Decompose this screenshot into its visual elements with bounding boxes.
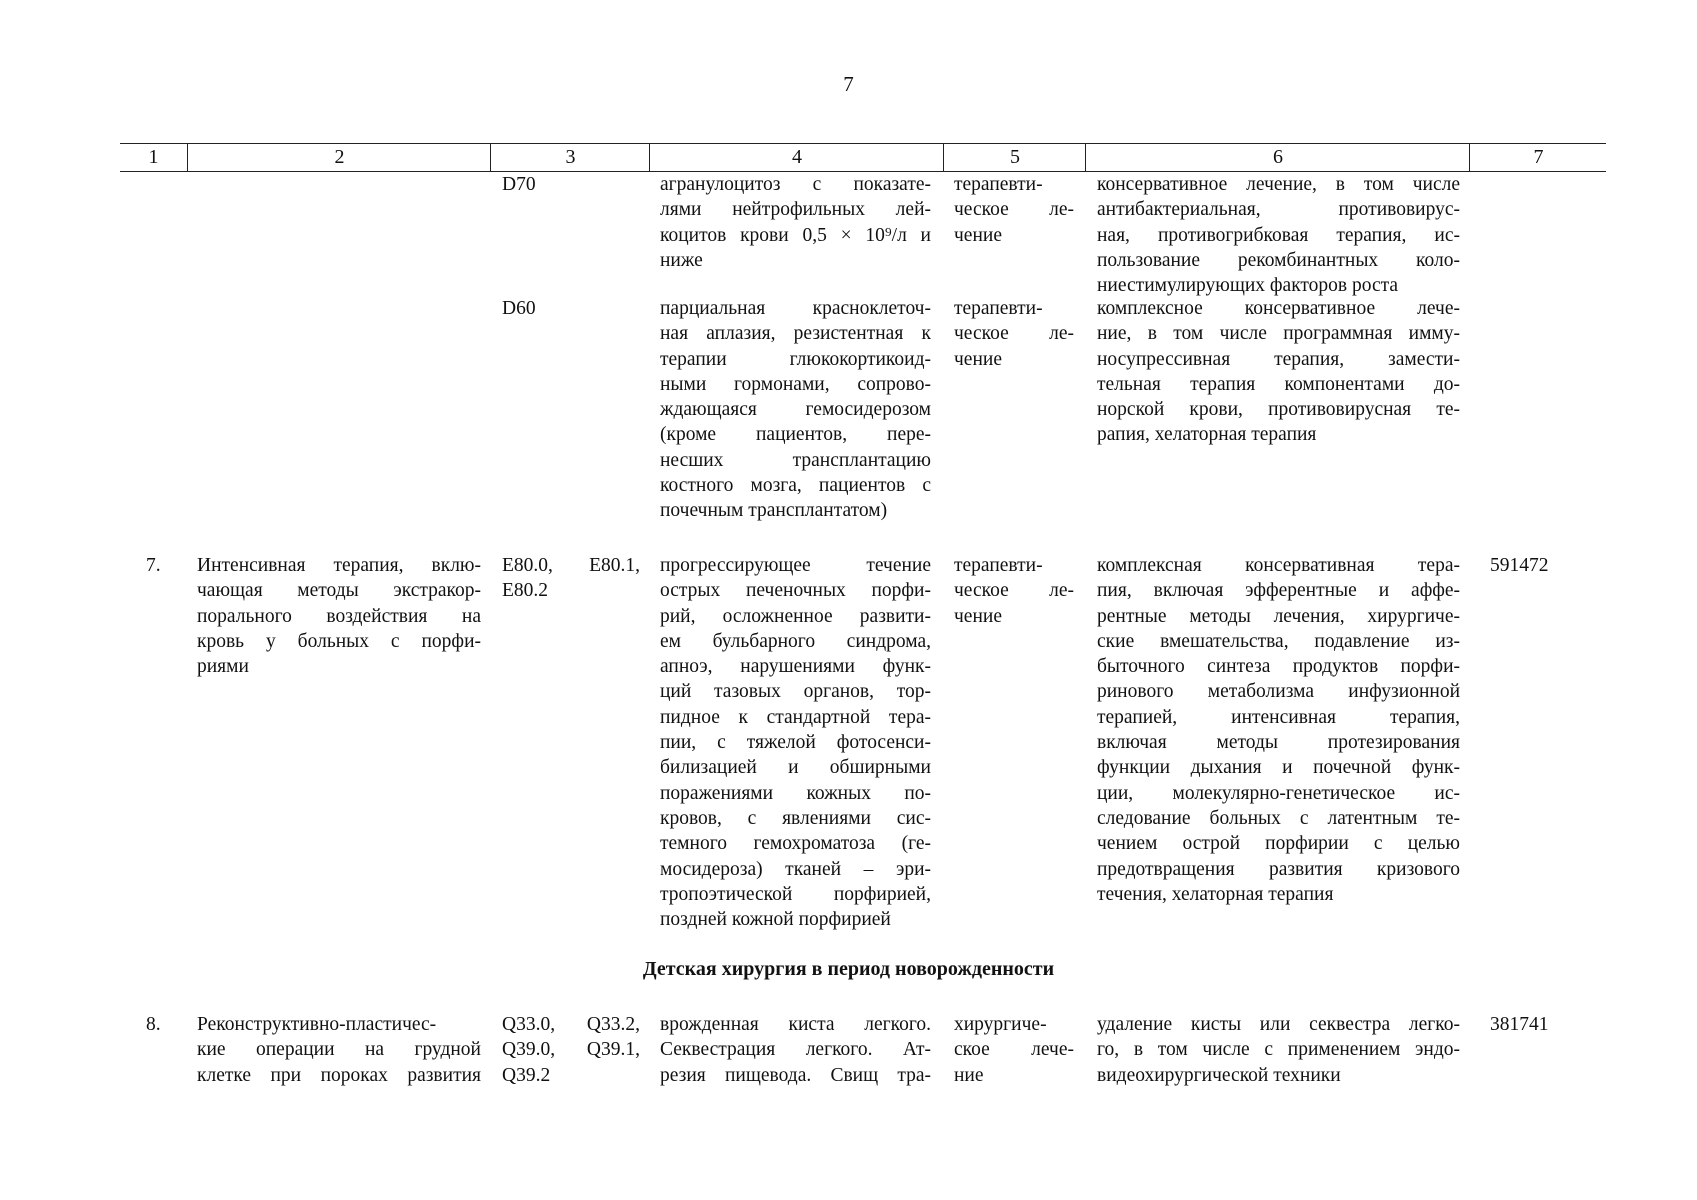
model-line: почечным трансплантатом) [660, 500, 888, 522]
method-line: ние, в том числе программная имму- [1097, 323, 1460, 345]
type-line: ние [954, 1064, 984, 1086]
name-line: кие операции на грудной [197, 1039, 481, 1061]
row-d70-type [954, 172, 1074, 248]
code-line: Q39.0, Q39.1, [502, 1039, 640, 1061]
type-line: терапевти- [954, 555, 1043, 576]
method-line: течения, хелаторная терапия [1097, 883, 1334, 905]
method-line: рентные методы лечения, хирургиче- [1097, 605, 1460, 627]
header-col-7: 7 [1469, 144, 1607, 171]
row-d70-method [1097, 172, 1460, 298]
header-col-5: 5 [943, 144, 1086, 171]
method-line: норской крови, противовирусная те- [1097, 399, 1460, 421]
method-line: включая методы протезирования [1097, 732, 1460, 754]
type-line: терапевти- [954, 174, 1043, 195]
row-8-cost [1490, 1012, 1580, 1037]
model-line: поздней кожной порфирией [660, 909, 891, 931]
model-line: ждающаяся гемосидерозом [660, 399, 931, 421]
name-line: порального воздействия на [197, 605, 481, 627]
row-8-model [660, 1012, 931, 1088]
row-7-name [197, 553, 481, 679]
row-7-model [660, 553, 931, 932]
model-line: терапии глюкокортикоид- [660, 348, 931, 370]
method-line: пользование рекомбинантных коло- [1097, 249, 1460, 271]
code-line: D70 [502, 174, 536, 195]
method-line: предотвращения развития кризового [1097, 858, 1460, 880]
model-line: врожденная киста легкого. [660, 1014, 931, 1035]
method-line: быточного синтеза продуктов порфи- [1097, 656, 1460, 678]
type-line: ческое ле- [954, 199, 1074, 221]
model-line: билизацией и обширными [660, 757, 931, 779]
row-7-method [1097, 553, 1460, 907]
cost-value: 591472 [1490, 555, 1549, 576]
model-line: тропоэтической порфирией, [660, 883, 931, 905]
name-line: риями [197, 656, 249, 678]
row-number: 8. [146, 1014, 161, 1035]
type-line: хирургиче- [954, 1014, 1047, 1035]
model-line: несших трансплантацию [660, 449, 931, 471]
method-line: чением острой порфирии с целью [1097, 833, 1460, 855]
section-title: Детская хирургия в период новорожденности [642, 958, 1055, 980]
name-line: клетке при пороках развития [197, 1064, 481, 1086]
name-line: Интенсивная терапия, вклю- [197, 555, 481, 576]
method-line: функции дыхания и почечной функ- [1097, 757, 1460, 779]
row-8-name [197, 1012, 481, 1088]
type-line: чение [954, 224, 1002, 246]
model-line: (кроме пациентов, пере- [660, 424, 931, 446]
model-line: ниже [660, 249, 703, 271]
row-d60-type [954, 296, 1074, 372]
method-line: консервативное лечение, в том числе [1097, 174, 1460, 195]
model-line: ными гормонами, сопрово- [660, 373, 931, 395]
row-7-type [954, 553, 1074, 629]
row-number: 7. [146, 555, 161, 576]
model-line: коцитов крови 0,5 × 10⁹/л и [660, 224, 931, 246]
row-8-number [146, 1012, 176, 1037]
header-col-3: 3 [490, 144, 650, 171]
method-line: ринового метаболизма инфузионной [1097, 681, 1460, 703]
code-line: Q33.0, Q33.2, [502, 1014, 640, 1035]
code-line: E80.2 [502, 580, 549, 602]
cost-value: 381741 [1490, 1014, 1549, 1035]
row-8-codes [502, 1012, 640, 1088]
header-col-1: 1 [148, 146, 159, 168]
method-line: рапия, хелаторная терапия [1097, 424, 1317, 446]
model-line: ций тазовых органов, тор- [660, 681, 931, 703]
model-line: рий, осложненное развити- [660, 605, 931, 627]
row-7-cost [1490, 553, 1580, 578]
type-line: ское лече- [954, 1039, 1074, 1061]
row-8-method [1097, 1012, 1460, 1088]
model-line: прогрессирующее течение [660, 555, 931, 576]
model-line: лями нейтрофильных лей- [660, 199, 931, 221]
method-line: ские вмешательства, подавление из- [1097, 630, 1460, 652]
row-8-type [954, 1012, 1074, 1088]
model-line: парциальная красноклеточ- [660, 298, 931, 319]
header-col-2: 2 [187, 144, 491, 171]
model-line: острых печеночных порфи- [660, 580, 931, 602]
row-d60-codes [502, 296, 642, 321]
page-number: 7 [843, 72, 854, 96]
method-line: пия, включая эфферентные и аффе- [1097, 580, 1460, 602]
code-line: D60 [502, 298, 536, 319]
type-line: чение [954, 348, 1002, 370]
row-7-codes [502, 553, 640, 604]
method-line: видеохирургической техники [1097, 1064, 1341, 1086]
method-line: комплексное консервативное лече- [1097, 298, 1460, 319]
code-line: Q39.2 [502, 1064, 551, 1086]
name-line: Реконструктивно-пластичес- [197, 1014, 437, 1035]
type-line: чение [954, 605, 1002, 627]
method-line: следование больных с латентным те- [1097, 807, 1460, 829]
type-line: ческое ле- [954, 323, 1074, 345]
name-line: чающая методы экстракор- [197, 580, 481, 602]
method-line: ная, противогрибковая терапия, ис- [1097, 224, 1460, 246]
model-line: агранулоцитоз с показате- [660, 174, 931, 195]
header-col-6: 6 [1085, 144, 1470, 171]
method-line: носупрессивная терапия, замести- [1097, 348, 1460, 370]
row-d70-codes [502, 172, 642, 197]
model-line: ем бульбарного синдрома, [660, 630, 931, 652]
model-line: темного гемохроматоза (ге- [660, 833, 931, 855]
model-line: поражениями кожных по- [660, 782, 931, 804]
model-line: апноэ, нарушениями функ- [660, 656, 931, 678]
row-d60-model [660, 296, 931, 524]
header-col-4: 4 [649, 144, 944, 171]
model-line: костного мозга, пациентов с [660, 475, 931, 497]
model-line: пии, с тяжелой фотосенси- [660, 732, 931, 754]
table-header [120, 143, 1606, 172]
method-line: тельная терапия компонентами до- [1097, 373, 1460, 395]
model-line: мосидероза) тканей – эри- [660, 858, 931, 880]
model-line: ная аплазия, резистентная к [660, 323, 931, 345]
row-7-number [146, 553, 176, 578]
method-line: го, в том числе с применением эндо- [1097, 1039, 1460, 1061]
type-line: терапевти- [954, 298, 1043, 319]
method-line: антибактериальная, противовирус- [1097, 199, 1460, 221]
model-line: резия пищевода. Свищ тра- [660, 1064, 931, 1086]
model-line: кровов, с явлениями сис- [660, 807, 931, 829]
method-line: терапией, интенсивная терапия, [1097, 706, 1460, 728]
method-line: удаление кисты или секвестра легко- [1097, 1014, 1460, 1035]
row-d60-method [1097, 296, 1460, 448]
method-line: ниестимулирующих факторов роста [1097, 275, 1399, 297]
name-line: кровь у больных с порфи- [197, 630, 481, 652]
type-line: ческое ле- [954, 580, 1074, 602]
row-d70-model [660, 172, 931, 273]
model-line: пидное к стандартной тера- [660, 706, 931, 728]
method-line: комплексная консервативная тера- [1097, 555, 1460, 576]
method-line: ции, молекулярно-генетическое ис- [1097, 782, 1460, 804]
code-line: E80.0, E80.1, [502, 555, 640, 576]
model-line: Секвестрация легкого. Ат- [660, 1039, 931, 1061]
